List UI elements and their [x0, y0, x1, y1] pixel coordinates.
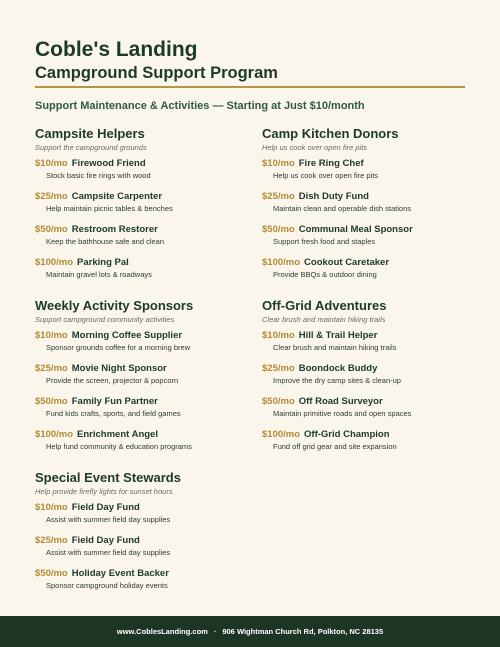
tier-price: $25/mo — [35, 191, 68, 202]
footer-separator: · — [213, 627, 217, 636]
section-description: Help us cook over open fire pits — [262, 143, 368, 152]
tier-name: Hill & Trail Helper — [298, 330, 378, 341]
section-description: Help provide firefly lights for sunset hours — [35, 487, 173, 496]
tier-description: Improve the dry camp sites & clean-up — [273, 376, 401, 385]
section-title: Campsite Helpers — [35, 126, 145, 141]
tier-description: Maintain primitive roads and open spaces — [273, 409, 412, 418]
tier-price: $100/mo — [262, 429, 301, 440]
tier-price: $10/mo — [35, 502, 68, 513]
tier-name: Communal Meal Sponsor — [298, 224, 413, 235]
page-footer — [0, 616, 500, 647]
tier-name: Campsite Carpenter — [71, 191, 163, 202]
tier-price: $100/mo — [35, 429, 74, 440]
tier-price: $50/mo — [35, 224, 68, 235]
tier-description: Sponsor campground holiday events — [46, 581, 168, 590]
footer-website-link[interactable]: www.CoblesLanding.com — [116, 627, 208, 636]
tier-name: Fire Ring Chef — [298, 158, 364, 169]
tier-name: Family Fun Partner — [71, 396, 158, 407]
tier-name: Holiday Event Backer — [71, 568, 169, 579]
tier-item — [35, 429, 250, 452]
tier-name: Off Road Surveyor — [298, 396, 383, 407]
tier-description: Help us cook over open fire pits — [273, 171, 379, 180]
tier-name: Morning Coffee Supplier — [71, 330, 183, 341]
tier-item — [35, 535, 250, 558]
tier-name: Movie Night Sponsor — [71, 363, 167, 374]
page-subtitle: Campground Support Program — [35, 64, 278, 82]
tier-description: Keep the bathhouse safe and clean — [46, 237, 165, 246]
tier-description: Assist with summer field day supplies — [46, 515, 171, 524]
tier-item — [35, 363, 250, 386]
section-title: Off-Grid Adventures — [262, 298, 387, 313]
tier-item — [35, 568, 250, 591]
section-description: Support the campground grounds — [35, 143, 147, 152]
tier-description: Maintain gravel lots & roadways — [46, 270, 152, 279]
tier-price: $25/mo — [35, 535, 68, 546]
footer-address: 906 Wightman Church Rd, Polkton, NC 28135 — [222, 627, 384, 636]
header-divider — [35, 86, 465, 88]
tier-name: Enrichment Angel — [77, 429, 158, 440]
tier-price: $50/mo — [262, 224, 295, 235]
section-title: Special Event Stewards — [35, 470, 181, 485]
tier-description: Provide BBQs & outdoor dining — [273, 270, 377, 279]
tier-price: $25/mo — [35, 363, 68, 374]
tier-name: Off-Grid Champion — [304, 429, 390, 440]
section-camp-kitchen-donors — [262, 126, 477, 280]
section-title: Camp Kitchen Donors — [262, 126, 399, 141]
tier-description: Assist with summer field day supplies — [46, 548, 171, 557]
tier-price: $100/mo — [262, 257, 301, 268]
tier-description: Help maintain picnic tables & benches — [46, 204, 173, 213]
tier-price: $10/mo — [35, 158, 68, 169]
tier-item — [35, 396, 250, 419]
tagline: Support Maintenance & Activities — Starting at Just $10/month — [35, 100, 365, 112]
section-campsite-helpers — [35, 126, 250, 280]
page-title: Coble's Landing — [35, 38, 198, 61]
tier-price: $10/mo — [35, 330, 68, 341]
tier-item — [262, 224, 477, 247]
tier-item — [262, 396, 477, 419]
tier-price: $50/mo — [262, 396, 295, 407]
tier-price: $100/mo — [35, 257, 74, 268]
tier-description: Support fresh food and staples — [273, 237, 376, 246]
tier-item — [262, 330, 477, 353]
tier-name: Field Day Fund — [71, 502, 140, 513]
tier-item — [35, 330, 250, 353]
tier-item — [262, 158, 477, 181]
tier-description: Sponsor grounds coffee for a morning brew — [46, 343, 191, 352]
section-description: Clear brush and maintain hiking trails — [262, 315, 386, 324]
tier-description: Stock basic fire rings with wood — [46, 171, 151, 180]
tier-item — [35, 224, 250, 247]
tier-price: $10/mo — [262, 330, 295, 341]
section-weekly-activity-sponsors — [35, 298, 250, 452]
tier-description: Provide the screen, projector & popcorn — [46, 376, 179, 385]
tier-description: Clear brush and maintain hiking trails — [273, 343, 397, 352]
section-special-event-stewards — [35, 470, 250, 591]
tier-price: $25/mo — [262, 191, 295, 202]
tier-price: $50/mo — [35, 396, 68, 407]
tier-price: $25/mo — [262, 363, 295, 374]
tier-description: Fund kids crafts, sports, and field games — [46, 409, 181, 418]
section-off-grid-adventures — [262, 298, 477, 452]
tier-name: Parking Pal — [77, 257, 129, 268]
section-description: Support campground community activities — [35, 315, 175, 324]
tier-item — [35, 502, 250, 525]
tier-description: Maintain clean and operable dish stations — [273, 204, 412, 213]
section-title: Weekly Activity Sponsors — [35, 298, 194, 313]
tier-name: Field Day Fund — [71, 535, 140, 546]
tier-name: Cookout Caretaker — [304, 257, 390, 268]
tier-item — [35, 191, 250, 214]
tier-item — [35, 158, 250, 181]
tier-price: $50/mo — [35, 568, 68, 579]
tier-name: Restroom Restorer — [71, 224, 158, 235]
tier-item — [262, 257, 477, 280]
tier-name: Firewood Friend — [71, 158, 146, 169]
tier-price: $10/mo — [262, 158, 295, 169]
tier-name: Dish Duty Fund — [298, 191, 369, 202]
tier-item — [262, 429, 477, 452]
tier-item — [262, 191, 477, 214]
tier-item — [262, 363, 477, 386]
tier-description: Fund off grid gear and site expansion — [273, 442, 397, 451]
page-header — [35, 38, 465, 88]
tier-name: Boondock Buddy — [298, 363, 378, 374]
tier-description: Help fund community & education programs — [46, 442, 192, 451]
tier-item — [35, 257, 250, 280]
